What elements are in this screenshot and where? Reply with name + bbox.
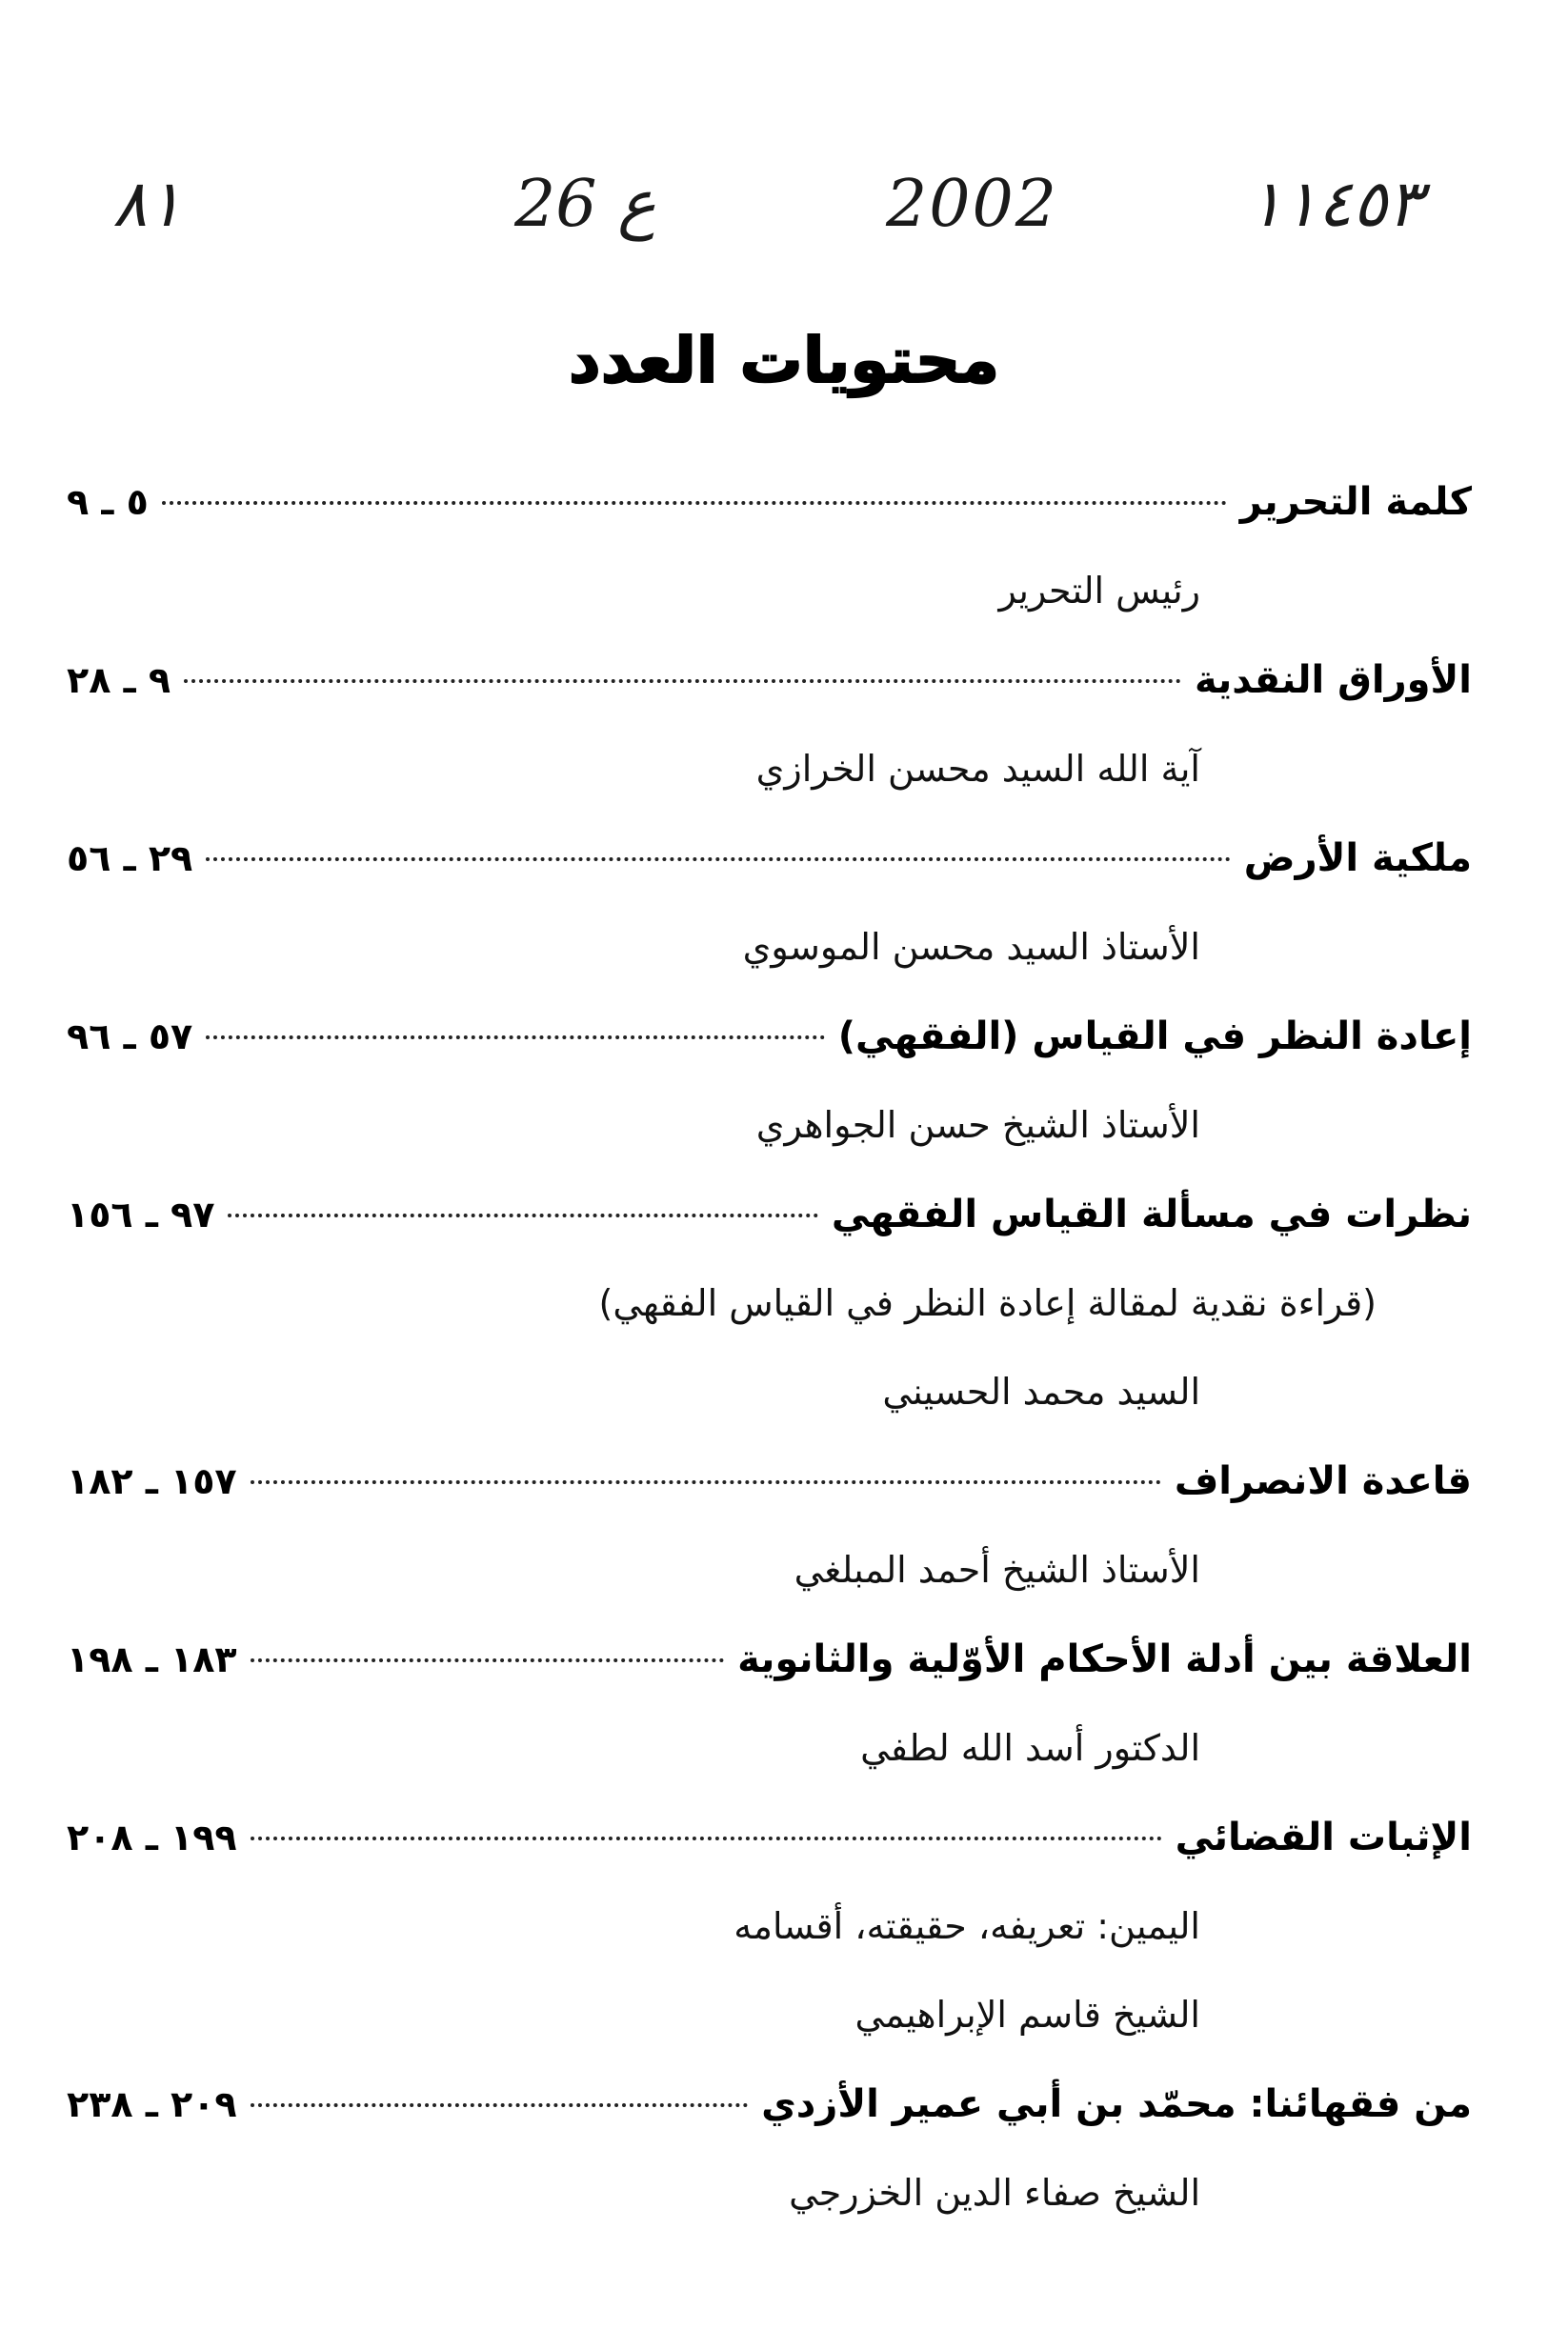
- toc-entry-pages: ٢٩ ـ ٥٦: [67, 837, 193, 879]
- toc-entry-author: اليمين: تعريفه، حقيقته، أقسامه: [734, 1905, 1200, 1947]
- toc-entry-pages: ٩ ـ ٢٨: [67, 659, 171, 701]
- toc-entry-author: الدكتور أسد الله لطفي: [860, 1727, 1200, 1769]
- toc-entry-title: ملكية الأرض: [1243, 836, 1472, 880]
- toc-entry-pages: ٩٧ ـ ١٥٦: [67, 1194, 215, 1235]
- dot-leader: [206, 1035, 824, 1039]
- toc-entry-title: العلاقة بين أدلة الأحكام الأوّلية والثانوية: [737, 1637, 1472, 1681]
- toc-entry-author: الشيخ قاسم الإبراهيمي: [854, 1994, 1200, 2036]
- toc-entry: [67, 635, 1472, 725]
- dot-leader: [184, 679, 1181, 683]
- toc-entry-pages: ١٨٣ ـ ١٩٨: [67, 1638, 237, 1680]
- page-title: محتويات العدد: [568, 324, 1000, 397]
- toc-entry-title: الأوراق النقدية: [1194, 658, 1472, 702]
- toc-entry-note: (قراءة نقدية لمقالة إعادة النظر في القياس الفقهي): [598, 1282, 1377, 1324]
- toc-entry-author: الأستاذ الشيخ أحمد المبلغي: [794, 1549, 1200, 1591]
- toc-entry-pages: ١٥٧ ـ ١٨٢: [67, 1460, 237, 1502]
- dot-leader: [251, 2103, 748, 2107]
- toc-entry-title: كلمة التحرير: [1239, 480, 1472, 524]
- dot-leader: [206, 857, 1231, 861]
- handwritten-code: ١١٤٥٣: [1248, 167, 1422, 242]
- toc-entry: [67, 1170, 1472, 1259]
- toc-entry-author: الأستاذ الشيخ حسن الجواهري: [755, 1104, 1200, 1146]
- handwritten-issue-number: 26 ع: [514, 167, 656, 242]
- toc-entry: [67, 1793, 1472, 1882]
- dot-leader: [162, 501, 1227, 505]
- table-of-contents: [67, 457, 1472, 2238]
- toc-entry-author: رئيس التحرير: [998, 570, 1200, 612]
- dot-leader: [228, 1214, 817, 1217]
- handwritten-year: 2002: [886, 167, 1059, 242]
- handwritten-note-left: ٨١: [112, 167, 183, 242]
- toc-entry: [67, 1436, 1472, 1526]
- toc-entry: [67, 457, 1472, 547]
- toc-entry-author: السيد محمد الحسيني: [882, 1371, 1200, 1413]
- toc-entry: [67, 813, 1472, 903]
- toc-entry: [67, 992, 1472, 1081]
- toc-entry-author: الشيخ صفاء الدين الخزرجي: [789, 2172, 1200, 2214]
- toc-entry-pages: ١٩٩ ـ ٢٠٨: [67, 1817, 237, 1858]
- toc-entry-title: نظرات في مسألة القياس الفقهي: [831, 1193, 1472, 1236]
- toc-entry-title: الإثبات القضائي: [1175, 1816, 1472, 1859]
- toc-entry-title: قاعدة الانصراف: [1174, 1459, 1472, 1503]
- dot-leader: [251, 1480, 1161, 1484]
- toc-entry-title: إعادة النظر في القياس (الفقهي): [837, 1014, 1472, 1058]
- toc-entry-author: آية الله السيد محسن الخرازي: [755, 748, 1200, 790]
- toc-entry: [67, 2059, 1472, 2149]
- dot-leader: [251, 1658, 725, 1662]
- toc-entry-pages: ٥ ـ ٩: [67, 481, 149, 523]
- toc-entry-pages: ٥٧ ـ ٩٦: [67, 1015, 193, 1057]
- toc-entry-pages: ٢٠٩ ـ ٢٣٨: [67, 2083, 237, 2125]
- toc-entry-title: من فقهائنا: محمّد بن أبي عمير الأزدي: [761, 2082, 1472, 2126]
- toc-entry-author: الأستاذ السيد محسن الموسوي: [742, 926, 1200, 968]
- toc-entry: [67, 1615, 1472, 1704]
- dot-leader: [251, 1837, 1162, 1840]
